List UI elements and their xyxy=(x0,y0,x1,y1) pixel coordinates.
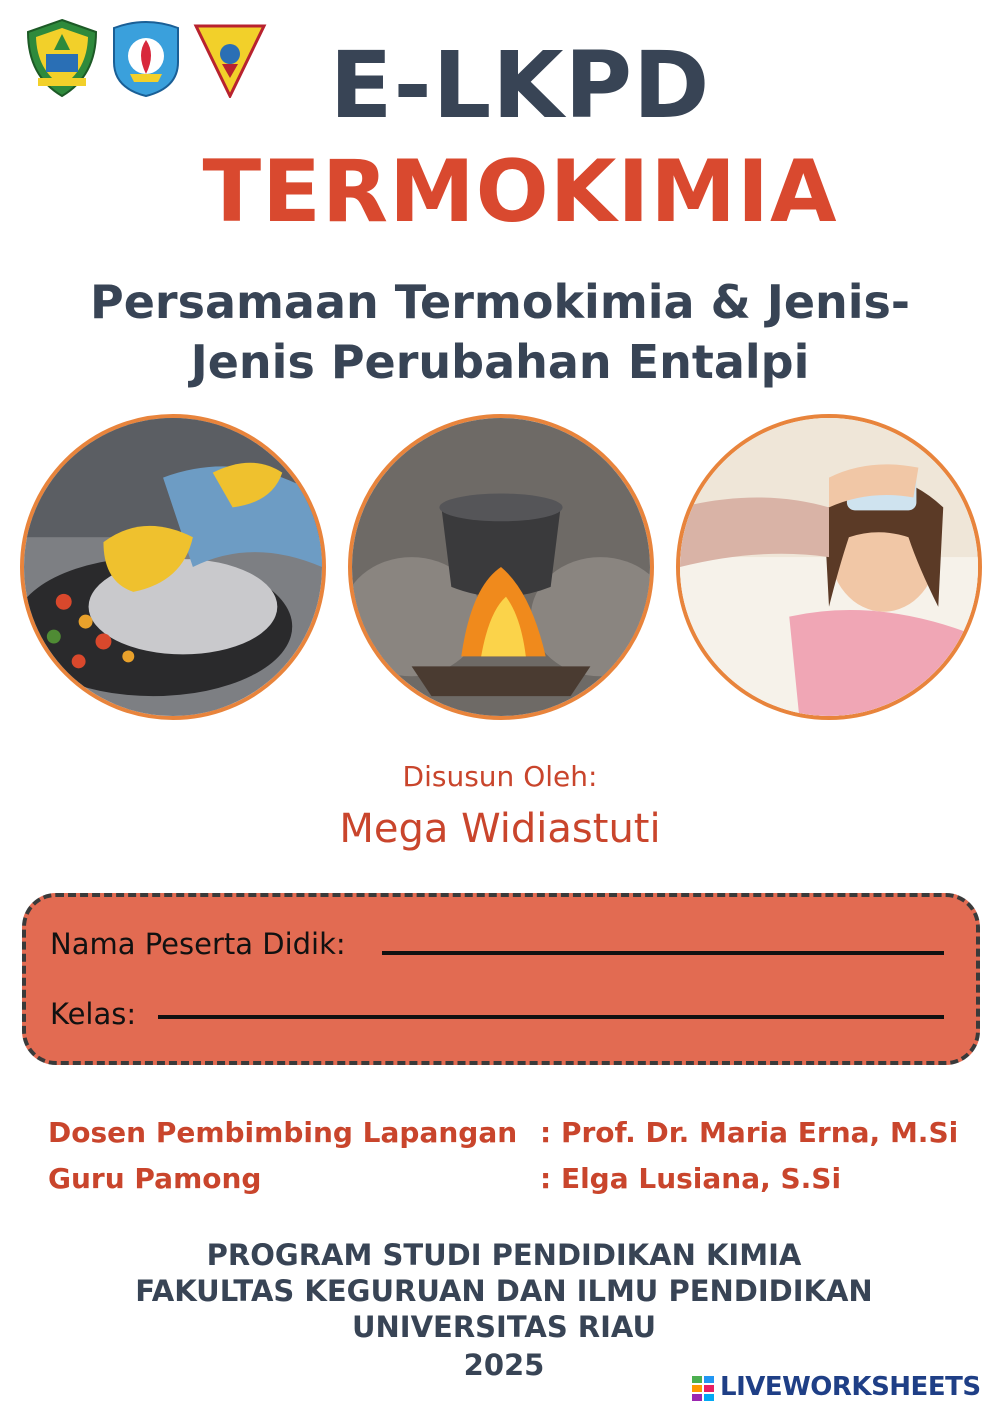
subtitle xyxy=(0,272,1000,392)
footer-program: PROGRAM STUDI PENDIDIKAN KIMIA xyxy=(206,1238,802,1272)
student-name-line[interactable] xyxy=(382,951,944,955)
class-label: Kelas: xyxy=(50,997,137,1031)
student-name-label: Nama Peserta Didik: xyxy=(50,927,346,961)
footer-university: UNIVERSITAS RIAU xyxy=(351,1310,657,1344)
main-title: E-LKPD xyxy=(329,32,711,139)
teacher-role: Guru Pamong xyxy=(48,1162,262,1195)
subtitle-line-1: Persamaan Termokimia & Jenis- xyxy=(89,275,911,329)
photo-child-with-fever xyxy=(676,414,982,720)
student-info-box xyxy=(22,893,980,1065)
footer-year: 2025 xyxy=(463,1348,545,1382)
liveworksheets-logo-icon xyxy=(692,1376,714,1402)
class-line[interactable] xyxy=(158,1015,944,1019)
liveworksheets-brand xyxy=(692,1372,992,1406)
author-name: Mega Widiastuti xyxy=(339,806,661,852)
subtitle-line-2: Jenis Perubahan Entalpi xyxy=(190,335,810,389)
photo-pot-over-fire xyxy=(348,414,654,720)
photo-cooking xyxy=(20,414,326,720)
supervisor-role: Dosen Pembimbing Lapangan xyxy=(48,1116,518,1149)
topic-title: TERMOKIMIA xyxy=(202,142,838,242)
liveworksheets-wordmark: LIVEWORKSHEETS xyxy=(720,1372,981,1402)
author-label: Disusun Oleh: xyxy=(402,760,598,793)
supervisor-name: : Prof. Dr. Maria Erna, M.Si xyxy=(540,1116,959,1149)
teacher-name: : Elga Lusiana, S.Si xyxy=(540,1162,842,1195)
footer-faculty: FAKULTAS KEGURUAN DAN ILMU PENDIDIKAN xyxy=(135,1274,873,1308)
